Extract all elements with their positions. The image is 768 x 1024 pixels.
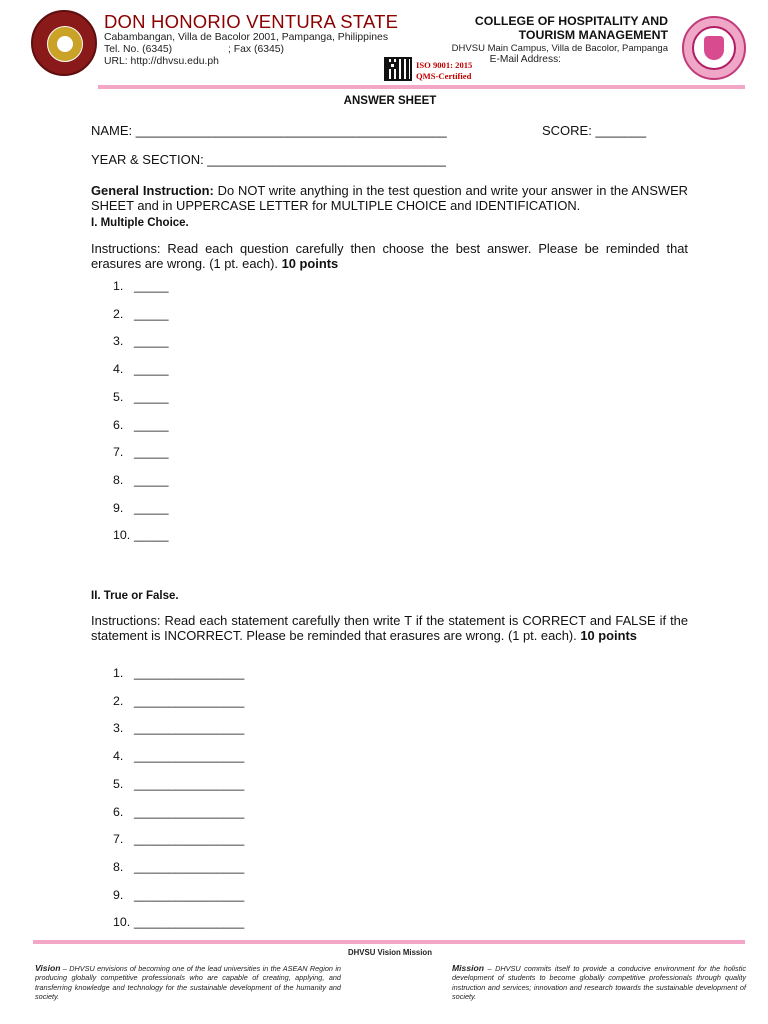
part1-instructions — [91, 241, 688, 271]
mc-answer-blank: _____ — [134, 362, 169, 377]
tf-item-number: 1. — [113, 666, 124, 680]
college-seal-icon — [682, 16, 746, 80]
college-seal-ring — [692, 26, 736, 70]
email-address: E-Mail Address: — [489, 54, 561, 65]
tf-answer-item — [113, 666, 244, 680]
mc-item-number: 1. — [113, 279, 124, 293]
campus-address: DHVSU Main Campus, Villa de Bacolor, Pampanga — [451, 43, 668, 54]
college-name-line2: TOURISM MANAGEMENT — [518, 28, 668, 42]
mc-answer-blank: _____ — [134, 500, 169, 515]
tf-answer-blank: ________________ — [134, 749, 245, 764]
tf-item-number: 8. — [113, 859, 124, 874]
tf-answer-item — [113, 777, 244, 791]
footer-divider — [33, 940, 745, 944]
mc-answer-blank: _____ — [134, 279, 169, 293]
mc-item-number: 10. — [113, 528, 131, 543]
tf-answer-blank: ________________ — [134, 832, 245, 847]
part2-heading: II. True or False. — [91, 590, 179, 602]
year-section-field: YEAR & SECTION: _________________________________ — [91, 152, 446, 167]
mc-answer-blank: _____ — [134, 445, 169, 460]
tf-item-number: 3. — [113, 721, 124, 736]
mc-item-number: 7. — [113, 445, 124, 460]
mc-answer-blank: _____ — [134, 417, 169, 432]
mc-answer-item — [113, 362, 168, 376]
tf-answer-blank: ________________ — [134, 804, 245, 819]
tf-item-number: 10. — [113, 915, 131, 930]
mc-answer-item — [113, 473, 168, 487]
mc-answer-item — [113, 390, 168, 404]
tf-answer-blank: ________________ — [134, 776, 245, 791]
mc-answer-item — [113, 445, 168, 459]
tel-number: Tel. No. (6345) — [104, 44, 173, 55]
college-name — [434, 14, 668, 42]
mc-answer-blank: _____ — [134, 528, 169, 543]
tel-fax-line — [104, 44, 285, 55]
iso-certification: ISO 9001: 2015 — [416, 60, 473, 70]
tf-item-number: 2. — [113, 693, 124, 708]
part2-points: 10 points — [580, 628, 637, 643]
tf-answer-item — [113, 915, 244, 929]
mc-answer-item — [113, 279, 168, 293]
header-divider — [98, 85, 745, 89]
mc-item-number: 6. — [113, 417, 124, 432]
tf-answer-item — [113, 888, 244, 902]
part1-instructions-text: Instructions: Read each question carefully then choose the best answer. Please be reminded that erasures are wrong. (1 pt. each). — [91, 241, 688, 271]
tf-item-number: 6. — [113, 804, 124, 819]
tf-item-number: 4. — [113, 749, 124, 764]
university-url: URL: http://dhvsu.edu.ph — [104, 56, 219, 67]
tf-answer-blank: ________________ — [134, 721, 245, 736]
part2-instructions — [91, 613, 688, 643]
general-instruction — [91, 183, 688, 213]
college-name-line1: COLLEGE OF HOSPITALITY AND — [474, 14, 668, 28]
mc-answer-blank: _____ — [134, 472, 169, 487]
university-name: DON HONORIO VENTURA STATE — [104, 11, 399, 32]
tf-answer-item — [113, 832, 244, 846]
mission-text: – DHVSU commits itself to provide a conducive environment for the holistic development of students to become globally competitive professionals through quality instruction and services; innovation and research towards the sustainable development of society. — [452, 964, 746, 1002]
tf-item-number: 7. — [113, 832, 124, 847]
seal-inner — [47, 26, 83, 62]
name-field: NAME: ___________________________________________ — [91, 123, 447, 138]
tf-item-number: 5. — [113, 776, 124, 791]
mc-answer-item — [113, 501, 168, 515]
mission-statement — [452, 964, 746, 1002]
mc-answer-item — [113, 528, 168, 542]
fax-number: ; Fax (6345) — [228, 44, 285, 55]
university-address: Cabambangan, Villa de Bacolor 2001, Pampanga, Philippines — [104, 32, 389, 43]
mc-item-number: 9. — [113, 500, 124, 515]
mission-label: Mission — [452, 963, 484, 973]
qr-code-icon — [384, 57, 412, 81]
vision-text: – DHVSU envisions of becoming one of the lead universities in the ASEAN Region in producing globally competitive professionals who are capable of creating, applying, and transferring knowledge and technology for the sustainable development of the humanity and society. — [35, 964, 341, 1002]
university-seal-icon — [31, 10, 97, 76]
mc-item-number: 5. — [113, 389, 124, 404]
mc-item-number: 4. — [113, 362, 124, 377]
tf-answer-blank: ________________ — [134, 887, 245, 902]
tf-answer-item — [113, 860, 244, 874]
page-title: ANSWER SHEET — [343, 95, 437, 107]
part1-points: 10 points — [281, 256, 339, 271]
mc-answer-item — [113, 334, 168, 348]
qms-certified: QMS-Certified — [416, 71, 472, 81]
tf-answer-item — [113, 721, 244, 735]
score-field: SCORE: _______ — [542, 123, 647, 138]
mc-answer-blank: _____ — [134, 334, 169, 349]
mc-answer-blank: _____ — [134, 306, 169, 321]
tf-answer-blank: ________________ — [134, 915, 245, 930]
general-instruction-label: General Instruction: — [91, 183, 214, 198]
vision-statement — [35, 964, 341, 1002]
tf-answer-blank: ________________ — [134, 666, 245, 680]
general-instruction-text: Do NOT write anything in the test question and write your answer in the ANSWER SHEET and in UPPERCASE LETTER for MULTIPLE CHOICE and IDENTIFICATION. — [91, 183, 688, 213]
tf-answer-item — [113, 805, 244, 819]
part1-heading: I. Multiple Choice. — [91, 217, 189, 229]
tf-answer-blank: ________________ — [134, 859, 245, 874]
mc-item-number: 2. — [113, 306, 124, 321]
tf-item-number: 9. — [113, 887, 124, 902]
tf-answer-item — [113, 694, 244, 708]
part2-instructions-text: Instructions: Read each statement carefully then write T if the statement is CORRECT and FALSE if the statement is INCORRECT. Please be reminded that erasures are wrong. (1 pt. each). — [91, 613, 688, 643]
tf-answer-blank: ________________ — [134, 693, 245, 708]
mc-answer-item — [113, 307, 168, 321]
vision-label: Vision — [35, 963, 61, 973]
mc-answer-blank: _____ — [134, 389, 169, 404]
mc-item-number: 3. — [113, 334, 124, 349]
footer-title: DHVSU Vision Mission — [348, 948, 432, 957]
mc-answer-item — [113, 418, 168, 432]
mc-item-number: 8. — [113, 472, 124, 487]
tf-answer-item — [113, 749, 244, 763]
